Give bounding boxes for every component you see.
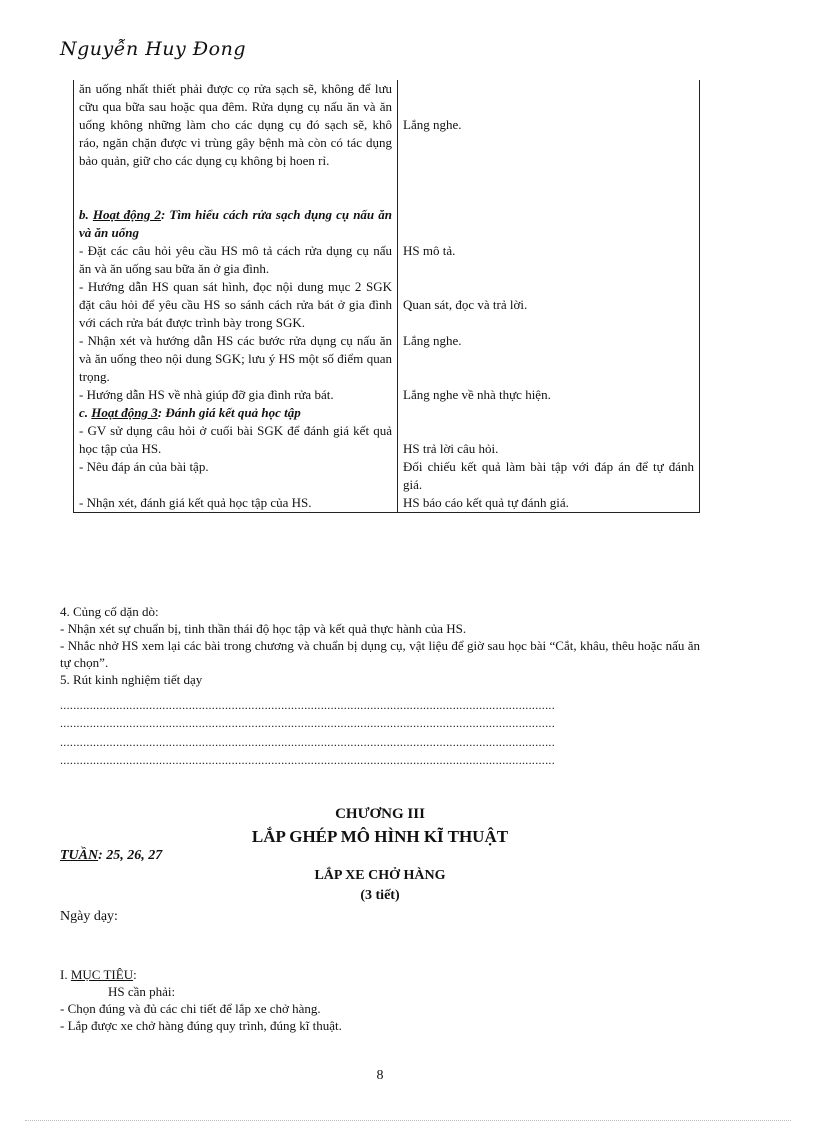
lesson-activity-table xyxy=(73,80,700,513)
table-row xyxy=(74,386,700,404)
week-label: TUẦN xyxy=(60,848,99,863)
dotted-line: ...................................................................................................................................................... xyxy=(60,716,555,730)
footer-divider xyxy=(25,1120,791,1121)
section-line: - Nhận xét sự chuẩn bị, tinh thần thái độ học tập và kết quả thực hành của HS. xyxy=(60,621,467,636)
objectives-section xyxy=(60,966,342,1034)
dotted-line: ...................................................................................................................................................... xyxy=(60,735,555,749)
objectives-title xyxy=(60,966,342,983)
left-paragraph: - Nêu đáp án của bài tập. xyxy=(79,459,209,474)
section-title: 5. Rút kinh nghiệm tiết dạy xyxy=(60,672,203,687)
objective-item: - Chọn đúng và đủ các chi tiết để lắp xe chở hàng. xyxy=(60,1001,321,1016)
table-row xyxy=(74,332,700,386)
table-row xyxy=(74,242,700,278)
left-paragraph: - GV sử dụng câu hỏi ở cuối bài SGK để đánh giá kết quả học tập của HS. xyxy=(79,423,392,456)
right-paragraph: Đối chiếu kết quả làm bài tập với đáp án để tự đánh giá. xyxy=(403,459,694,492)
left-paragraph: - Nhận xét và hướng dẫn HS các bước rửa dụng cụ nấu ăn và ăn uống theo nội dung SGK; lưu ý HS một số điểm quan trọng. xyxy=(79,333,392,384)
left-paragraph: - Đặt các câu hỏi yêu cầu HS mô tả cách rửa dụng cụ nấu ăn và ăn uống sau bữa ăn ở gia đình. xyxy=(79,243,392,276)
teacher-activity-cell xyxy=(74,242,398,278)
activity-heading-text: : Tìm hiểu cách rửa sạch dụng cụ nấu ăn và ăn uống xyxy=(79,207,392,240)
author-name: Nguyễn Huy Đong xyxy=(60,38,246,60)
activity-heading-prefix: b. xyxy=(79,207,93,222)
table-row xyxy=(74,404,700,422)
student-activity-cell xyxy=(398,332,700,386)
chapter-subtitle: LẮP GHÉP MÔ HÌNH KĨ THUẬT xyxy=(251,827,509,846)
lesson-title: LẮP XE CHỞ HÀNG xyxy=(314,868,446,883)
left-paragraph: - Hướng dẫn HS về nhà giúp đỡ gia đình rửa bát. xyxy=(79,387,334,402)
week-line xyxy=(60,848,162,864)
teacher-activity-cell xyxy=(74,404,398,422)
teacher-activity-cell xyxy=(74,386,398,404)
section-title: 4. Củng cố dặn dò: xyxy=(60,604,159,619)
left-paragraph: - Hướng dẫn HS quan sát hình, đọc nội dung mục 2 SGK đặt câu hỏi để yêu cầu HS so sánh cách rửa bát ở gia đình với cách rửa bát được trình bày trong SGK. xyxy=(79,279,392,330)
table-row xyxy=(74,206,700,242)
table-row xyxy=(74,80,700,206)
objectives-suffix: : xyxy=(133,967,137,982)
teacher-activity-cell xyxy=(74,332,398,386)
page-number: 8 xyxy=(376,1068,384,1083)
student-activity-cell xyxy=(398,206,700,242)
dotted-line: ...................................................................................................................................................... xyxy=(60,753,555,767)
student-activity-cell xyxy=(398,404,700,422)
teacher-activity-cell xyxy=(74,206,398,242)
student-activity-cell xyxy=(398,80,700,206)
student-activity-cell xyxy=(398,386,700,404)
objective-item: - Lắp được xe chở hàng đúng quy trình, đúng kĩ thuật. xyxy=(60,1018,342,1033)
right-paragraph: HS trả lời câu hỏi. xyxy=(403,441,499,456)
objectives-prefix: I. xyxy=(60,967,71,982)
lesson-periods: (3 tiết) xyxy=(360,888,400,903)
week-value: : 25, 26, 27 xyxy=(98,848,163,863)
left-paragraph: - Nhận xét, đánh giá kết quả học tập của HS. xyxy=(79,495,312,510)
teacher-activity-cell xyxy=(74,422,398,513)
teacher-activity-cell xyxy=(74,278,398,332)
section-consolidation xyxy=(60,603,700,688)
right-paragraph: HS mô tả. xyxy=(403,243,456,258)
activity-heading xyxy=(79,404,392,422)
teacher-activity-cell xyxy=(74,80,398,206)
student-activity-cell xyxy=(398,278,700,332)
right-paragraph: Lắng nghe. xyxy=(403,333,462,348)
student-activity-cell xyxy=(398,242,700,278)
activity-heading-text: : Đánh giá kết quả học tập xyxy=(157,405,301,420)
right-paragraph: Lắng nghe về nhà thực hiện. xyxy=(403,387,551,402)
table-row xyxy=(74,422,700,513)
left-paragraph: ăn uống nhất thiết phải được cọ rửa sạch sẽ, không để lưu cữu qua bữa sau hoặc qua đêm. Rửa dụng cụ nấu ăn và ăn uống không những làm cho các dụng cụ đó sạch sẽ, khô ráo, ngăn chặn được vi trùng gây bệnh mà còn có tác dụng bảo quản, giữ cho các dụng cụ không bị hoen rỉ. xyxy=(79,81,392,168)
right-paragraph: Quan sát, đọc và trả lời. xyxy=(403,297,528,312)
dotted-line: ...................................................................................................................................................... xyxy=(60,698,555,712)
student-activity-cell xyxy=(398,422,700,513)
objectives-intro: HS cần phải: xyxy=(108,984,176,999)
right-paragraph: HS báo cáo kết quả tự đánh giá. xyxy=(403,495,569,510)
objectives-underlined: MỤC TIÊU xyxy=(70,967,134,982)
activity-heading-prefix: c. xyxy=(79,405,92,420)
date-label: Ngày dạy: xyxy=(60,909,118,924)
activity-heading-underlined: Hoạt động 2 xyxy=(92,207,161,222)
section-line: - Nhắc nhở HS xem lại các bài trong chương và chuẩn bị dụng cụ, vật liệu để giờ sau học bài “Cắt, khâu, thêu hoặc nấu ăn tự chọn”. xyxy=(60,638,700,670)
chapter-title: CHƯƠNG III xyxy=(335,806,425,822)
activity-heading-underlined: Hoạt động 3 xyxy=(91,405,158,420)
activity-heading xyxy=(79,206,392,242)
right-paragraph: Lắng nghe. xyxy=(403,117,462,132)
table-row xyxy=(74,278,700,332)
